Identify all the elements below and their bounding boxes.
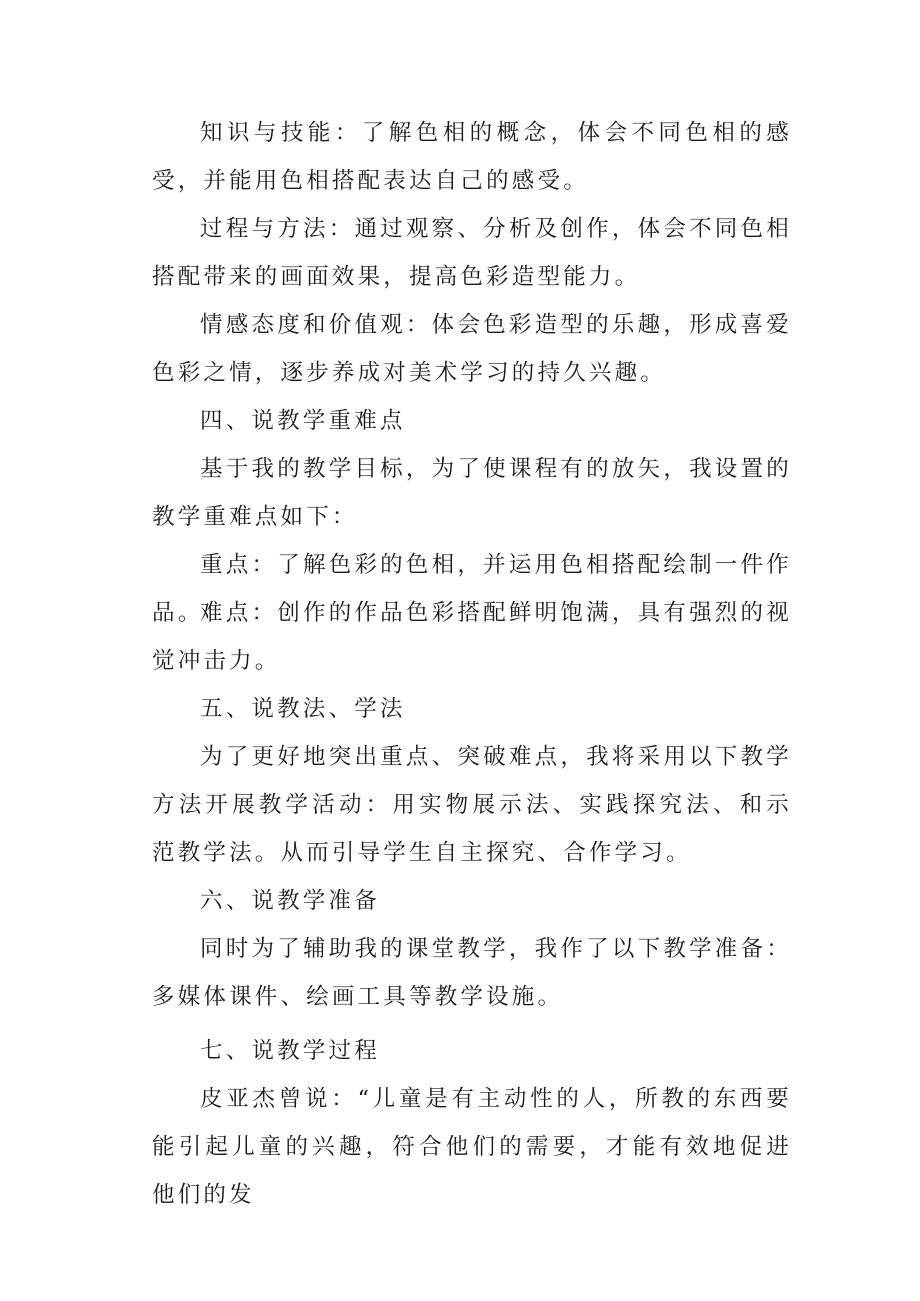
- section-heading-teaching-methods: 五、说教法、学法: [200, 696, 406, 722]
- paragraph-piaget-quote: 皮亚杰曾说：“儿童是有主动性的人，所教的东西要能引起儿童的兴趣，符合他们的需要，才能有效地促进他们的发: [152, 1086, 792, 1208]
- paragraph-difficult-point: 难点：创作的作品色彩搭配鲜明饱满，具有强烈的视觉冲击力。: [152, 600, 792, 674]
- section-heading-key-difficult-points: 四、说教学重难点: [200, 408, 406, 434]
- paragraph-preparation: 同时为了辅助我的课堂教学，我作了以下教学准备：多媒体课件、绘画工具等教学设施。: [152, 936, 792, 1010]
- paragraph-emotion-values: 情感态度和价值观：体会色彩造型的乐趣，形成喜爱色彩之情，逐步养成对美术学习的持久兴趣。: [152, 312, 792, 386]
- section-heading-teaching-process: 七、说教学过程: [200, 1038, 380, 1064]
- paragraph-teaching-methods: 为了更好地突出重点、突破难点，我将采用以下教学方法开展教学活动：用实物展示法、实践探究法、和示范教学法。从而引导学生自主探究、合作学习。: [152, 744, 792, 866]
- paragraph-process-method: 过程与方法：通过观察、分析及创作，体会不同色相搭配带来的画面效果，提高色彩造型能力。: [152, 216, 792, 290]
- paragraph-knowledge-skills: 知识与技能：了解色相的概念，体会不同色相的感受，并能用色相搭配表达自己的感受。: [152, 120, 792, 194]
- paragraph-key-points-intro: 基于我的教学目标，为了使课程有的放矢，我设置的教学重难点如下：: [152, 456, 792, 530]
- paragraph-key-point: 重点：了解色彩的色相，并运用色相搭配绘制一件作品。: [152, 552, 792, 626]
- section-heading-preparation: 六、说教学准备: [200, 888, 380, 914]
